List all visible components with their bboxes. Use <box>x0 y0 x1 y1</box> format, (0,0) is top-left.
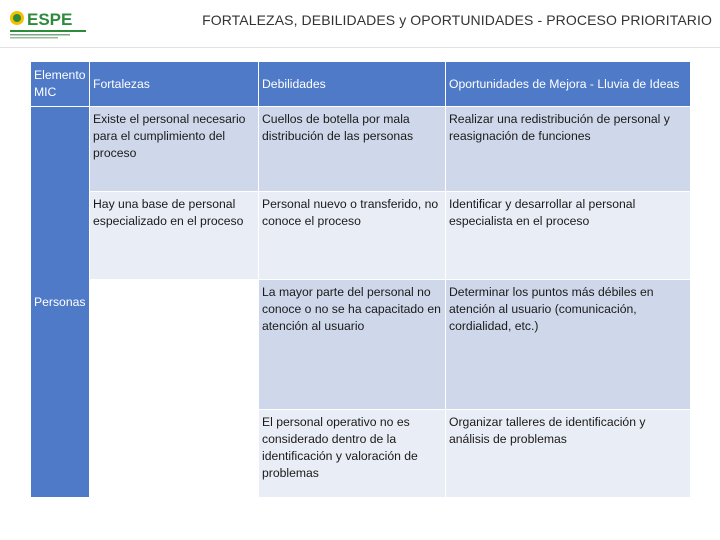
oportunidad-cell: Determinar los puntos más débiles en atención al usuario (comunicación, cordialidad, etc.) <box>446 280 691 410</box>
header-debilidades: Debilidades <box>259 62 446 107</box>
fortaleza-cell-empty <box>90 280 259 410</box>
debilidad-cell: El personal operativo no es considerado dentro de la identificación y valoración de problemas <box>259 410 446 498</box>
element-personas: Personas <box>31 107 90 498</box>
debilidad-cell: Cuellos de botella por mala distribución de las personas <box>259 107 446 192</box>
header-fortalezas: Fortalezas <box>90 62 259 107</box>
oportunidad-cell: Organizar talleres de identificación y análisis de problemas <box>446 410 691 498</box>
fda-table <box>30 61 691 498</box>
espe-logo <box>8 6 90 44</box>
fortaleza-cell: Hay una base de personal especializado en el proceso <box>90 192 259 280</box>
fortaleza-cell-empty <box>90 410 259 498</box>
table-header-row <box>31 62 691 107</box>
debilidad-cell: La mayor parte del personal no conoce o no se ha capacitado en atención al usuario <box>259 280 446 410</box>
debilidad-cell: Personal nuevo o transferido, no conoce el proceso <box>259 192 446 280</box>
slide-title: FORTALEZAS, DEBILIDADES y OPORTUNIDADES - PROCESO PRIORITARIO <box>202 12 712 28</box>
oportunidad-cell: Identificar y desarrollar al personal especialista en el proceso <box>446 192 691 280</box>
logo-text: ESPE <box>27 10 73 29</box>
table-row <box>31 107 691 192</box>
table-row <box>31 280 691 410</box>
oportunidad-cell: Realizar una redistribución de personal y reasignación de funciones <box>446 107 691 192</box>
slide-header <box>0 0 720 48</box>
table-row <box>31 192 691 280</box>
header-elemento-mic: Elemento MIC <box>31 62 90 107</box>
fortaleza-cell: Existe el personal necesario para el cumplimiento del proceso <box>90 107 259 192</box>
table-row <box>31 410 691 498</box>
header-oportunidades: Oportunidades de Mejora - Lluvia de Ideas <box>446 62 691 107</box>
